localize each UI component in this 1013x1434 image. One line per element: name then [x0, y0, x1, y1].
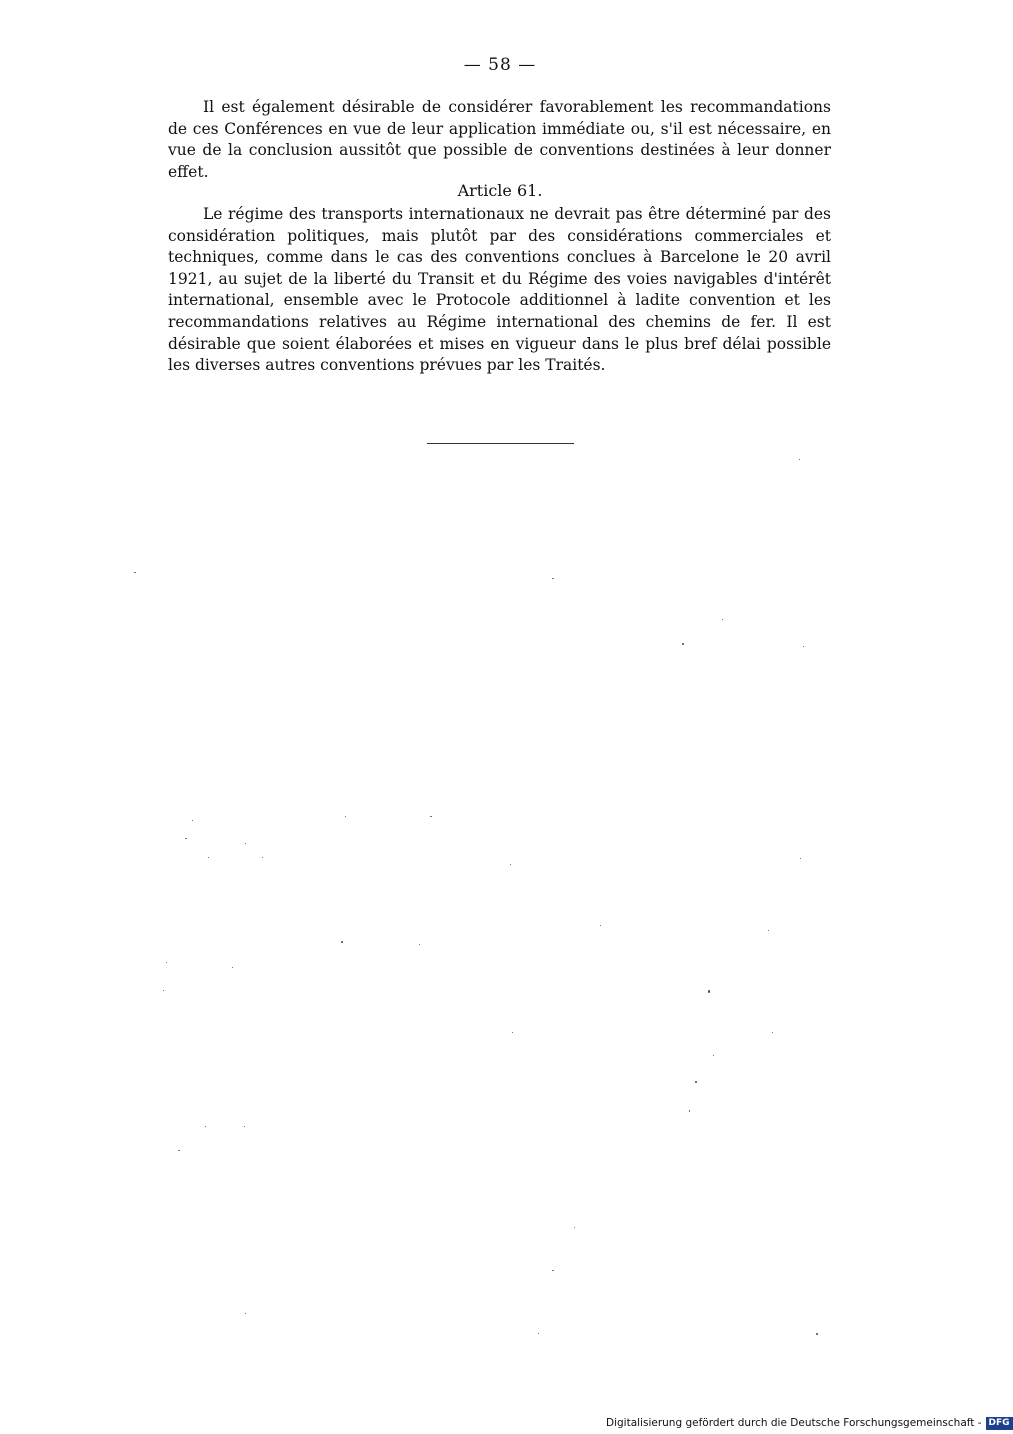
scan-speck — [768, 930, 769, 931]
article-heading: Article 61. — [457, 181, 543, 200]
scan-speck — [552, 1270, 554, 1271]
scan-speck — [713, 1055, 714, 1056]
scan-speck — [816, 1333, 818, 1335]
scan-speck — [695, 1081, 697, 1083]
scan-speck — [345, 816, 346, 817]
scan-speck — [232, 967, 233, 968]
scan-speck — [205, 1126, 206, 1127]
digitization-footer — [606, 1416, 1013, 1430]
scan-speck — [208, 857, 209, 858]
scan-speck — [178, 1150, 180, 1151]
scan-speck — [163, 990, 164, 991]
dfg-logo: DFG — [986, 1417, 1013, 1430]
scan-speck — [803, 646, 804, 647]
article-paragraph-text: Le régime des transports internationaux ne devrait pas être déterminé par des considération politiques, mais plutôt par des considérations commerciales et techniques, comme dans le cas des conventions conclues à Barcelone le 20 avril 1921, au sujet de la liberté du Transit et du Régime des voies navigables d'intérêt international, ensemble avec le Protocole additionnel à ladite convention et les recommandations relatives au Régime international des chemins de fer. Il est désirable que soient élaborées et mises en vigueur dans le plus bref délai possible les diverses autres conventions prévues par les Traités. — [168, 205, 831, 375]
paragraph-1 — [168, 97, 831, 183]
footer-text: Digitalisierung gefördert durch die Deutsche Forschungsgemeinschaft - — [606, 1417, 982, 1429]
scan-speck — [722, 619, 723, 620]
scan-speck — [574, 1227, 575, 1228]
scan-speck — [682, 643, 684, 645]
page-number: — 58 — — [463, 55, 537, 75]
article-paragraph — [168, 204, 831, 377]
scan-speck — [689, 1110, 690, 1112]
scan-speck — [192, 820, 193, 821]
scan-speck — [512, 1032, 513, 1033]
scan-speck — [538, 1333, 539, 1334]
section-divider-rule — [427, 443, 574, 444]
scan-speck — [510, 864, 511, 865]
paragraph-1-text: Il est également désirable de considérer favorablement les recommandations de ces Conférences en vue de leur application immédiate ou, s'il est nécessaire, en vue de la conclusion aussitôt que possible de conventions destinées à leur donner effet. — [168, 98, 831, 181]
scan-speck — [245, 843, 246, 844]
scan-speck — [552, 578, 554, 579]
scan-speck — [262, 857, 263, 858]
scan-speck — [772, 1032, 773, 1033]
scan-speck — [799, 459, 800, 460]
scan-speck — [245, 1313, 246, 1314]
scan-speck — [600, 925, 601, 926]
scan-speck — [244, 1126, 245, 1127]
scan-speck — [134, 572, 136, 573]
scan-speck — [166, 962, 167, 963]
scan-speck — [419, 944, 420, 945]
scan-speck — [430, 816, 432, 817]
scan-speck — [708, 990, 710, 993]
scan-speck — [185, 838, 187, 839]
scan-speck — [800, 858, 801, 859]
scan-speck — [341, 941, 343, 943]
